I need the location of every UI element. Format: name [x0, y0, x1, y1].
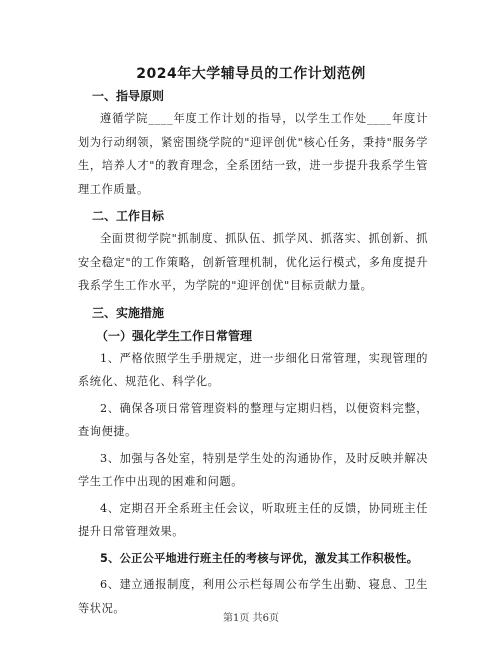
section-heading-principles: 一、指导原则 [92, 89, 165, 103]
list-item: 5、公正公平地进行班主任的考核与评优，激发其工作积极性。 [100, 551, 419, 565]
page-number-footer: 第1页 共6页 [223, 613, 279, 624]
list-item: 4、定期召开全系班主任会议，听取班主任的反馈，协同班主任提升日常管理效果。 [78, 501, 428, 538]
list-item: 1、严格依照学生手册规定，进一步细化日常管理，实现管理的系统化、规范化、科学化。 [78, 351, 428, 388]
section-heading-measures: 三、实施措施 [92, 305, 165, 320]
paragraph-goals: 全面贯彻学院"抓制度、抓队伍、抓学风、抓落实、抓创新、抓安全稳定"的工作策略，创新管理机制，优化运行模式，多角度提升我系学生工作水平，为学院的"迎评创优"目标贡献力量。 [78, 232, 428, 292]
list-item: 3、加强与各处室，特别是学生处的沟通协作，及时反映并解决学生工作中出现的困难和问题。 [78, 451, 428, 488]
document-title: 2024年大学辅导员的工作计划范例 [136, 66, 366, 82]
subsection-heading-daily-management: （一）强化学生工作日常管理 [96, 328, 253, 343]
section-heading-goals: 二、工作目标 [92, 209, 165, 223]
paragraph-principles: 遵循学院____年度工作计划的指导，以学生工作处____年度计划为行动纲领，紧密围绕学院的"迎评创优"核心任务，秉持"服务学生，培养人才"的教育理念，全系团结一致，进一步提升我系学生管理工作质量。 [78, 112, 428, 196]
list-item: 2、确保各项日常管理资料的整理与定期归档，以便资料完整，查询便捷。 [78, 401, 428, 438]
list-item: 6、建立通报制度，利用公示栏每周公布学生出勤、寝息、卫生等状况。 [78, 578, 428, 615]
document-body [78, 84, 428, 620]
